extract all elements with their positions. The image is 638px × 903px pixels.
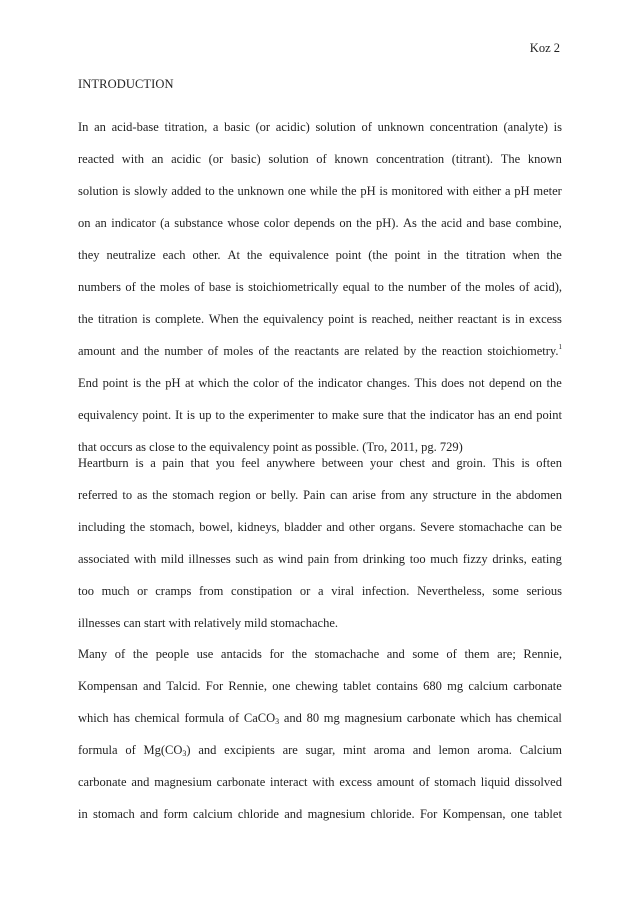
text-line: in stomach and form calcium chloride and magnesium chloride. For Kompensan, one tablet — [78, 807, 562, 821]
text-line: too much or cramps from constipation or a viral infection. Nevertheless, some serious — [78, 584, 562, 598]
text-line: the titration is complete. When the equivalency point is reached, neither reactant is in excess — [78, 312, 562, 326]
text-line: on an indicator (a substance whose color depends on the pH). As the acid and base combine, — [78, 216, 562, 230]
text-line: equivalency point. It is up to the experimenter to make sure that the indicator has an end point — [78, 408, 562, 422]
text-line: solution is slowly added to the unknown one while the pH is monitored with either a pH meter — [78, 184, 562, 198]
text-line: Kompensan and Talcid. For Rennie, one chewing tablet contains 680 mg calcium carbonate — [78, 679, 562, 693]
text-line: numbers of the moles of base is stoichiometrically equal to the number of the moles of acid), — [78, 280, 562, 294]
text-line: associated with mild illnesses such as wind pain from drinking too much fizzy drinks, eating — [78, 552, 562, 566]
paragraph-antacids — [78, 646, 562, 838]
text-line: carbonate and magnesium carbonate interact with excess amount of stomach liquid dissolved — [78, 775, 562, 789]
text-line: reacted with an acidic (or basic) solution of known concentration (titrant). The known — [78, 152, 562, 166]
chemical-subscript: 3 — [182, 749, 187, 758]
text-line: amount and the number of moles of the reactants are related by the reaction stoichiometry.$^1$ — [78, 343, 562, 358]
text-line: formula of $Mg(CO_3)$ and excipients are sugar, mint aroma and lemon aroma. Calcium — [78, 743, 562, 758]
chemical-subscript: 3 — [275, 717, 280, 726]
paragraph-heartburn — [78, 455, 562, 647]
text-line: In an acid-base titration, a basic (or acidic) solution of unknown concentration (analyte) is — [78, 120, 562, 134]
page-header: Koz 2 — [529, 41, 560, 55]
text-line: including the stomach, bowel, kidneys, bladder and other organs. Severe stomachache can be — [78, 520, 562, 534]
section-heading: INTRODUCTION — [78, 77, 174, 91]
footnote-marker: 1 — [558, 343, 562, 351]
text-line: that occurs as close to the equivalency point as possible. (Tro, 2011, pg. 729) — [78, 440, 463, 454]
text-line: End point is the pH at which the color of the indicator changes. This does not depend on the — [78, 376, 562, 390]
text-line: which has chemical formula of CaCO$_3$ and 80 mg magnesium carbonate which has chemical — [78, 711, 562, 726]
text-line: they neutralize each other. At the equivalence point (the point in the titration when the — [78, 248, 562, 262]
paragraph-titration — [78, 119, 562, 471]
text-line: Heartburn is a pain that you feel anywhere between your chest and groin. This is often — [78, 456, 562, 470]
text-line: Many of the people use antacids for the stomachache and some of them are; Rennie, — [78, 647, 562, 661]
text-line: illnesses can start with relatively mild stomachache. — [78, 616, 338, 630]
text-line: referred to as the stomach region or belly. Pain can arise from any structure in the abdomen — [78, 488, 562, 502]
